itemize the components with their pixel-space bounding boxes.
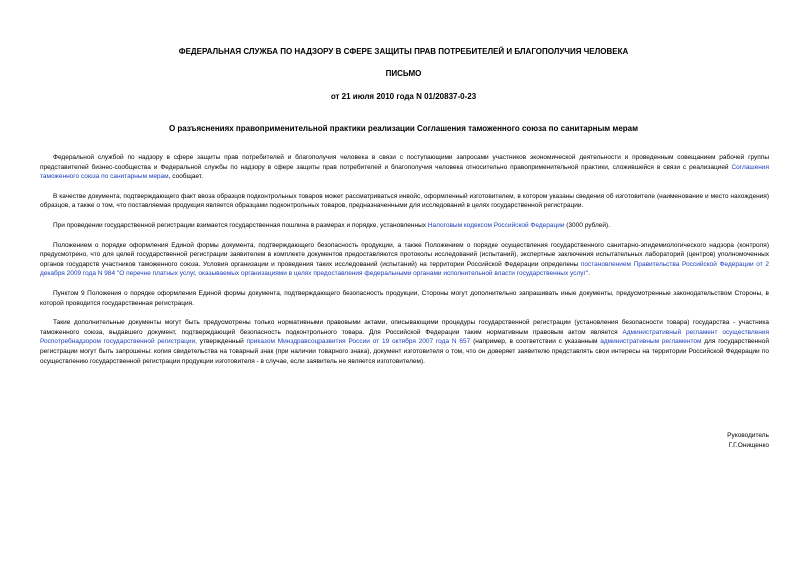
regulation-short-link[interactable]: административным регламентом (600, 338, 702, 346)
paragraph-text: , утвержденный (195, 338, 247, 346)
ministry-order-link[interactable]: приказом Минздравсоцразвития России от 19 октября 2007 года N 657 (246, 338, 471, 346)
signatory-position: Руководитель (727, 432, 769, 439)
paragraph-text: , сообщает. (168, 173, 203, 181)
document-title: О разъяснениях правоприменительной практики реализации Соглашения таможенного союза по санитарным мерам (168, 124, 639, 133)
paragraph-text: Пунктом 9 Положения о порядке оформления Единой формы документа, подтверждающего безопасность продукции, Стороны могут дополнительно запрашивать иные документы, предусмотренные законодательством Стороны, в которой проводится государственная регистрация. (40, 289, 769, 307)
customs-union-agreement-link[interactable]: Соглашения таможенного союза по санитарным мерам (40, 163, 769, 181)
paragraph-text: При проведении государственной регистрации взимается государственная пошлина в размерах и порядке, установленных (53, 221, 428, 229)
document-type: ПИСЬМО (385, 69, 422, 78)
signature-block (727, 431, 769, 451)
paragraph-1 (40, 153, 769, 182)
agency-name: ФЕДЕРАЛЬНАЯ СЛУЖБА ПО НАДЗОРУ В СФЕРЕ ЗАЩИТЫ ПРАВ ПОТРЕБИТЕЛЕЙ И БЛАГОПОЛУЧИЯ ЧЕЛОВЕКА (178, 47, 629, 56)
paragraph-6 (40, 318, 769, 366)
paragraph-2 (40, 192, 769, 211)
paragraph-text: (например, в соответствии с указанным (470, 338, 601, 346)
paragraph-text: Федеральной службой по надзору в сфере защиты прав потребителей и благополучия человека в связи с поступающими запросами участников экономической деятельности и проведенным совещанием рабочей группы представителей бизнес-сообщества и Федеральной службы по надзору в сфере защиты прав потребителей и благополучия человека относительно правоприменительной практики, сложившейся в связи с реализацией (40, 154, 769, 171)
paragraph-text: . (588, 270, 590, 278)
tax-code-link[interactable]: Налоговым кодексом Российской Федерации (427, 221, 565, 229)
paragraph-3 (40, 221, 769, 231)
paragraph-4 (40, 241, 769, 279)
paragraph-text: Такие дополнительные документы могут быть предусмотрены только нормативными правовыми актами, описывающими процедуры государственной регистрации (установления безопасности товара) государства - участника таможенного союза, выдавшего документ, подтверждающий безопасность подконтрольного товара. Для Российской Федерации таким нормативным правовым актом является (40, 319, 769, 336)
paragraph-text: (3000 рублей). (564, 221, 610, 229)
signatory-name: Г.Г.Онищенко (728, 442, 769, 449)
paragraph-text: для государственной регистрации могут быть запрошены: копия свидетельства на товарный знак (при наличии товарного знака), документ изготовителя о том, что он доверяет заявителю представлять свои интересы на территории Российской Федерации по осуществлению государственной регистрации продукции изготовителя - в случае, если заявитель не является изготовителем). (40, 338, 769, 365)
government-decree-link[interactable]: постановлением Правительства Российской Федерации от 2 декабря 2009 года N 984 "О перечне платных услуг, оказываемых организациями в целях предоставления федеральными органами исполнительной власти государственных услуг" (40, 260, 769, 278)
paragraph-text: В качестве документа, подтверждающего факт ввоза образцов подконтрольных товаров может рассматриваться инвойс, оформленный изготовителем, в котором указаны сведения об изготовителе (наименование и место нахождения) образцов, а также о том, что поставляемая продукция является образцами подконтрольных товаров, предназначенными для исследований в целях государственной регистрации. (40, 192, 769, 210)
paragraph-text: Положением о порядке оформления Единой формы документа, подтверждающего безопасность продукции, а также Положением о порядке осуществления государственного санитарно-эпидемиологического надзора (контроля) предусмотрено, что для целей государственной регистрации заявителем в комплекте документов предоставляются протоколы исследований (испытаний), экспертные заключения испытательных лабораторий (центров) уполномоченных органов государств участников таможенного союза. Условия организации и проведения таких исследований (испытаний) на территории Российской Федерации определены (40, 241, 769, 268)
paragraph-5 (40, 289, 769, 308)
document-body (40, 153, 769, 376)
administrative-regulation-link[interactable]: Административный регламент осуществления Роспотребнадзором государственной регистрации (40, 328, 769, 346)
document-date-number: от 21 июля 2010 года N 01/20837-0-23 (330, 92, 477, 101)
